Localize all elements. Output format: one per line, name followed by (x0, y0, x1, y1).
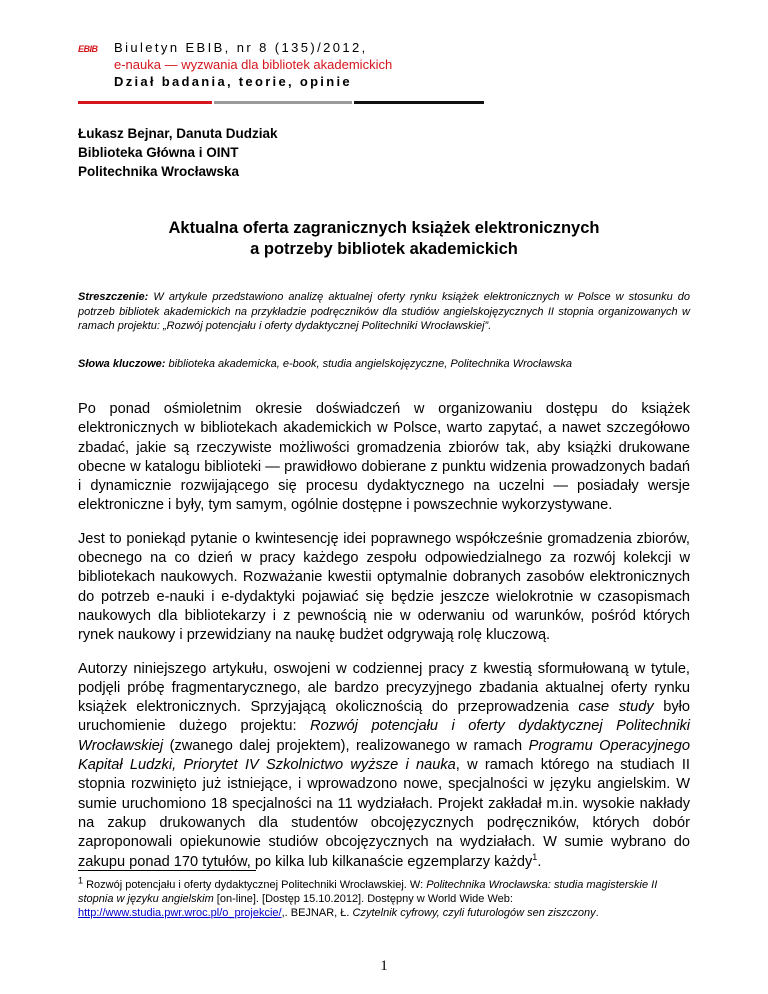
keywords-text: biblioteka akademicka, e-book, studia angielskojęzyczne, Politechnika Wrocławska (168, 358, 573, 370)
paragraph-2: Jest to poniekąd pytanie o kwintesencję idei poprawnego współcześnie gromadzenia zbiorów, obecnego na co dzień w pracy każdego zespołu odpowiedzialnego za rozwój kolekcji w bibliotekach naukowych. Rozważanie kwestii optymalnie dobranych zasobów elektronicznych do potrzeb e-nauki i e-dydaktyki pojawiać się będzie jeszcze wielokrotnie w czasopismach naukowych dla bibliotekarzy i z pewnością nie w oderwaniu od warunków, pośród których rynek naukowy i przewidziany na naukę budżet odgrywają rolę kluczową. (78, 530, 690, 644)
ebib-logo: EBIB (78, 44, 98, 54)
header-rule-red (78, 101, 212, 104)
keywords (78, 357, 690, 372)
authors-block (78, 124, 278, 181)
keywords-label: Słowa kluczowe: (78, 358, 166, 370)
paragraph-3: Autorzy niniejszego artykułu, oswojeni w codziennej pracy z kwestią sformułowaną w tytule, podjęli próbę fragmentarycznego, ale bardzo precyzyjnego zbadania aktualnej oferty rynku książek elektronicznych. Sprzyjającą okolicznością do przeprowadzenia case study było uruchomienie dużego projektu: Rozwój potencjału i oferty dydaktycznej Politechniki Wrocławskiej (zwanego dalej projektem), realizowanego w ramach Programu Operacyjnego Kapitał Ludzki, Priorytet IV Szkolnictwo wyższe i nauka, w ramach którego na studiach II stopnia rozwinięto już istniejące, i wprowadzono nowe, specjalności w języku angielskim. W sumie uruchomiono 18 specjalności na 11 wydziałach. Projekt zakładał m.in. wysokie nakłady na zakup drukowanych dla studentów obcojęzycznych podręczników, których dobór zaproponowali opiekunowie studiów obcojęzycznych na wydziałach. W sumie wybrano do zakupu ponad 170 tytułów, po kilka lub kilkanaście egzemplarzy każdy$^1$. (78, 660, 691, 870)
issue-theme: e-nauka — wyzwania dla bibliotek akademickich (114, 57, 393, 72)
journal-title: Biuletyn EBIB, nr 8 (135)/2012, (114, 40, 368, 55)
footnote-separator (78, 870, 256, 871)
paragraph-1: Po ponad ośmioletnim okresie doświadczeń w organizowaniu dostępu do książek elektronicznych w bibliotekach akademickich w Polsce, warto zapytać, a nawet szczegółowo zbadać, jakie są rzeczywiste możliwości gromadzenia zbiorów tak, aby książki drukowane obecne w katalogu biblioteki — prawidłowo dobierane z punktu widzenia prowadzonych badań i dynamicznie rozwijającego się procesu dydaktycznego na uczelni — posiadały wersje elektroniczne i były, tym samym, ogólnie dostępne i powszechnie wykorzystywane. (78, 401, 690, 514)
header-rule-black (354, 101, 484, 104)
footnote-ref[interactable]: 1 (532, 851, 538, 862)
abstract-label: Streszczenie: (78, 291, 149, 303)
footnote: $^1$ Rozwój potencjału i oferty dydaktycznej Politechniki Wrocławskiej. W: Politechnika Wrocławska: studia magisterskie II stopnia w języku angielskim [on-line]. [Dostęp 15.10.2012]. Dostępny w World Wide Web: http://www.studia.pwr.wroc.pl/o_projekcie/,. BEJNAR, Ł. Czytelnik cyfrowy, czyli futurologów sen ziszczony. (78, 875, 658, 919)
article-body (78, 400, 690, 886)
article-title: Aktualna oferta zagranicznych książek elektronicznych a potrzeby bibliotek akademickich (168, 219, 600, 258)
affiliation-library: Biblioteka Główna i OINT (78, 145, 239, 160)
section-name: Dział badania, teorie, opinie (114, 74, 352, 89)
affiliation-university: Politechnika Wrocławska (78, 164, 240, 179)
header-rule-gray (214, 101, 352, 104)
footnote-link[interactable]: http://www.studia.pwr.wroc.pl/o_projekcie/ (78, 907, 282, 919)
page-number: 1 (380, 958, 388, 974)
author-names: Łukasz Bejnar, Danuta Dudziak (78, 126, 278, 141)
abstract-text: W artykule przedstawiono analizę aktualnej oferty rynku książek elektronicznych w Polsce w stosunku do potrzeb bibliotek akademickich na przykładzie podręczników dla studiów angielskojęzycznych II stopnia organizowanych w ramach projektu: „Rozwój potencjału i oferty dydaktycznej Politechniki Wrocławskiej”. (78, 291, 690, 333)
abstract (78, 290, 690, 334)
